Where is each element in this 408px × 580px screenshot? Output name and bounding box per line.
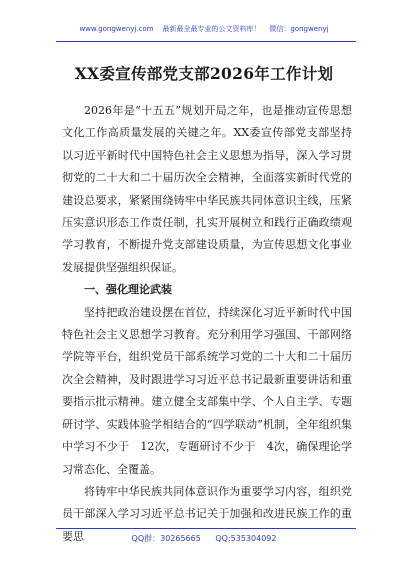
document-body <box>62 100 352 548</box>
footer-divider <box>56 528 356 529</box>
wechat-id: 微信：gongwenyj <box>269 25 329 33</box>
body-paragraph: 将铸牢中华民族共同体意识作为重要学习内容，组织党员干部深入学习习近平总书记关于加强和改进民族工作的重要思 <box>62 484 352 543</box>
section-heading: 一、强化理论武装 <box>84 283 172 297</box>
document-title: XX委宣传部党支部2026年工作计划 <box>74 64 334 83</box>
site-tagline: 最新最全最专业的公文资料库！ <box>162 25 261 33</box>
qq-contact: QQ:535304092 <box>215 534 277 543</box>
page-footer <box>0 533 408 544</box>
intro-paragraph: 2026年是“十五五”规划开局之年，也是推动宣传思想文化工作高质量发展的关键之年。XX委宣传部党支部坚持以习近平新时代中国特色社会主义思想为指导，深入学习贯彻党的二十大和二十届历次全会精神，全面落实新时代党的建设总要求，紧紧围绕铸牢中华民族共同体意识主线，压紧压实意识形态工作责任制，扎实开展树立和践行正确政绩观学习教育，不断提升党支部建设质量，为宣传思想文化事业发展提供坚强组织保证。 <box>62 104 352 274</box>
site-url[interactable]: www.gongwenyj.com <box>79 25 154 33</box>
page-header <box>0 24 408 34</box>
header-divider <box>56 41 356 42</box>
body-paragraph: 坚持把政治建设摆在首位，持续深化习近平新时代中国特色社会主义思想学习教育。充分利用学习强国、干部网络学院等平台，组织党员干部系统学习党的二十大和二十届历次全会精神，及时跟进学习习近平总书记最新重要讲话和重要指示批示精神。建立健全支部集中学、个人自主学、专题研讨学、实践体验学相结合的“四学联动”机制，全年组织集中学习不少于 12次，专题研讨不少于 4次，确保理论学习常态化、全覆盖。 <box>62 305 352 476</box>
qq-group: QQ群：30265665 <box>131 534 201 543</box>
